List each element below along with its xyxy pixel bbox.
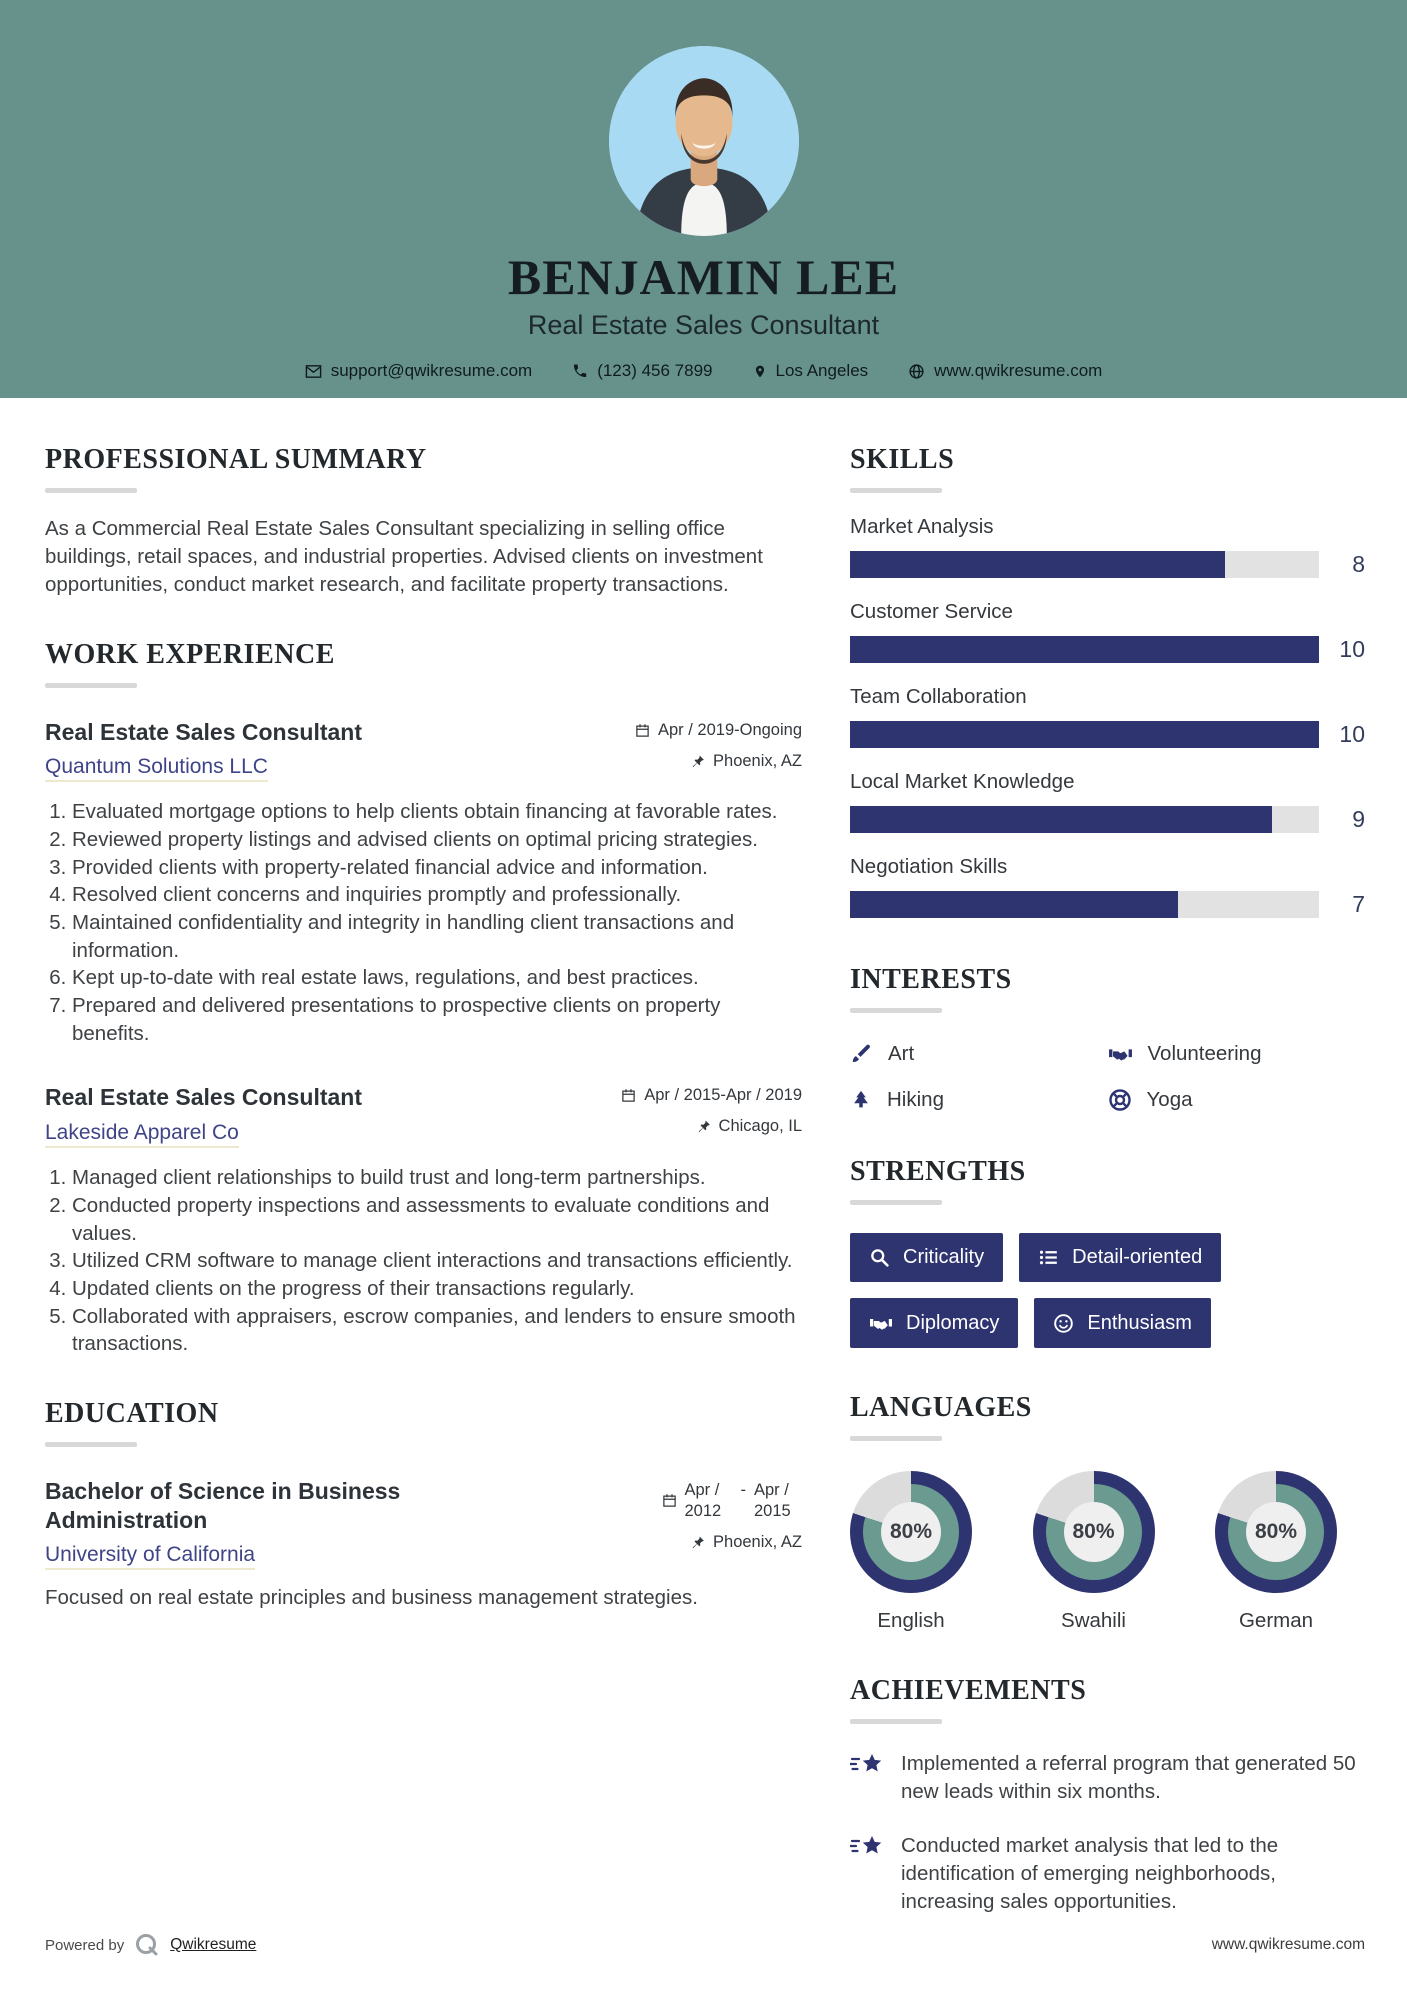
calendar-icon xyxy=(635,723,650,738)
interest-item: Volunteering xyxy=(1108,1041,1366,1066)
smiley-icon xyxy=(1053,1313,1074,1334)
footer xyxy=(45,1932,1365,1958)
interests-heading: INTERESTS xyxy=(850,964,1012,995)
contact-website[interactable] xyxy=(908,361,1102,381)
job-title: Real Estate Sales Consultant xyxy=(45,1084,362,1111)
pushpin-icon xyxy=(691,754,705,769)
list-icon xyxy=(1038,1247,1059,1268)
interest-item: Hiking xyxy=(850,1088,1108,1112)
education-date-end: Apr / 2015 xyxy=(754,1480,791,1520)
achievement-item: Implemented a referral program that generated 50 new leads within six months. xyxy=(850,1750,1365,1806)
heading-rule xyxy=(850,1719,942,1724)
skill-score: 8 xyxy=(1352,551,1365,577)
education-description: Focused on real estate principles and business management strategies. xyxy=(45,1586,698,1610)
job-date: Apr / 2019-Ongoing xyxy=(657,720,802,739)
heading-rule xyxy=(850,1200,942,1205)
section-interests xyxy=(850,964,1365,1112)
section-languages xyxy=(850,1392,1365,1633)
skill-bar-fill xyxy=(850,636,1319,663)
section-skills xyxy=(850,444,1365,918)
job-bullet: 3. Utilized CRM software to manage client interactions and transactions efficiently. xyxy=(72,1247,802,1275)
strength-tag: Detail-oriented xyxy=(1019,1233,1221,1282)
skill-bar-track xyxy=(850,551,1319,578)
summary-text: As a Commercial Real Estate Sales Consultant specializing in selling office buildings, retail spaces, and industrial properties. Advised clients on investment opportunities, conduct market research, and facilitate property transactions. xyxy=(45,517,763,596)
section-work-experience xyxy=(45,639,802,1358)
tree-icon xyxy=(850,1089,872,1112)
job-bullet: 1. Evaluated mortgage options to help clients obtain financing at favorable rates. xyxy=(72,798,802,826)
contact-location-text: Los Angeles xyxy=(775,361,869,380)
contact-email-text: support@qwikresume.com xyxy=(330,361,533,380)
skill-item: Negotiation Skills 7 xyxy=(850,855,1365,917)
education-meta xyxy=(662,1477,803,1552)
qwikresume-link[interactable]: Qwikresume xyxy=(170,1936,257,1953)
language-percent: 80% xyxy=(1246,1502,1306,1562)
heading-rule xyxy=(850,1436,942,1441)
language-name: German xyxy=(1238,1609,1314,1632)
language-item xyxy=(850,1471,972,1633)
skill-bar-track xyxy=(850,721,1319,748)
summary-heading: PROFESSIONAL SUMMARY xyxy=(45,444,427,475)
heading-rule xyxy=(45,683,137,688)
language-item xyxy=(1215,1471,1337,1633)
school-link[interactable]: University of California xyxy=(45,1543,255,1570)
contact-phone-text: (123) 456 7899 xyxy=(597,361,713,380)
heading-rule xyxy=(45,1442,137,1447)
education-heading: EDUCATION xyxy=(45,1397,219,1429)
handshake-icon xyxy=(1108,1041,1133,1066)
section-education xyxy=(45,1398,802,1612)
contact-row xyxy=(0,361,1407,381)
handshake-icon xyxy=(869,1311,893,1335)
education-entry xyxy=(45,1477,802,1612)
language-donut xyxy=(1033,1471,1155,1593)
main-content xyxy=(0,398,1407,1955)
job-title: Real Estate Sales Consultant xyxy=(45,718,362,745)
job-bullet: 7. Prepared and delivered presentations to prospective clients on property benefits. xyxy=(72,992,802,1047)
language-donut xyxy=(850,1471,972,1593)
skill-bar-fill xyxy=(850,806,1272,833)
magnifier-icon xyxy=(869,1247,890,1268)
achievements-heading: ACHIEVEMENTS xyxy=(850,1675,1087,1706)
section-strengths xyxy=(850,1156,1365,1348)
left-column xyxy=(45,444,802,1955)
job-bullet: 1. Managed client relationships to build trust and long-term partnerships. xyxy=(72,1164,802,1192)
skill-score: 9 xyxy=(1352,806,1365,832)
work-heading: WORK EXPERIENCE xyxy=(45,638,335,670)
skill-bar-track xyxy=(850,891,1319,918)
powered-by-label: Powered by xyxy=(45,1936,125,1954)
shooting-star-icon xyxy=(850,1752,884,1782)
calendar-icon xyxy=(662,1493,677,1508)
language-donut xyxy=(1215,1471,1337,1593)
contact-phone[interactable] xyxy=(572,361,712,381)
skill-bar-fill xyxy=(850,551,1225,578)
location-pin-icon xyxy=(753,363,767,380)
header-banner xyxy=(0,0,1407,398)
job-bullet: 4. Resolved client concerns and inquiries promptly and professionally. xyxy=(72,881,802,909)
work-entry xyxy=(45,718,802,1048)
phone-icon xyxy=(572,363,588,379)
strength-tag: Diplomacy xyxy=(850,1298,1018,1348)
job-date: Apr / 2015-Apr / 2019 xyxy=(644,1086,802,1105)
strength-tag: Criticality xyxy=(850,1233,1003,1282)
heading-rule xyxy=(45,488,137,493)
footer-website[interactable]: www.qwikresume.com xyxy=(1211,1936,1365,1953)
section-achievements xyxy=(850,1675,1365,1915)
lifebuoy-icon xyxy=(1108,1088,1132,1112)
calendar-icon xyxy=(621,1088,636,1103)
job-location: Phoenix, AZ xyxy=(713,751,802,770)
strength-tag: Enthusiasm xyxy=(1034,1298,1211,1348)
language-name: English xyxy=(877,1609,945,1632)
education-dates xyxy=(685,1480,803,1521)
job-bullet-list xyxy=(45,1164,802,1358)
skill-item: Customer Service 10 xyxy=(850,600,1365,662)
job-bullet-list xyxy=(45,798,802,1047)
contact-website-text: www.qwikresume.com xyxy=(934,361,1103,380)
job-bullet: 5. Collaborated with appraisers, escrow companies, and lenders to ensure smooth transactions. xyxy=(72,1303,802,1358)
achievement-item: Conducted market analysis that led to the identification of emerging neighborhoods, increasing sales opportunities. xyxy=(850,1832,1365,1916)
skill-item: Local Market Knowledge 9 xyxy=(850,770,1365,832)
education-date-start: Apr / 2012 xyxy=(684,1480,722,1520)
heading-rule xyxy=(850,1008,942,1013)
job-company-link[interactable]: Quantum Solutions LLC xyxy=(45,755,268,782)
language-donut-inner-ring xyxy=(863,1484,959,1580)
education-location: Phoenix, AZ xyxy=(713,1533,802,1552)
work-entry xyxy=(45,1083,802,1357)
skill-bar-fill xyxy=(850,721,1319,748)
right-column xyxy=(850,444,1365,1955)
shooting-star-icon xyxy=(850,1834,884,1864)
languages-heading: LANGUAGES xyxy=(850,1392,1032,1423)
skill-bar-track xyxy=(850,636,1319,663)
avatar xyxy=(609,46,799,236)
globe-icon xyxy=(908,363,925,380)
job-bullet: 4. Updated clients on the progress of their transactions regularly. xyxy=(72,1275,802,1303)
skill-score: 7 xyxy=(1352,891,1365,917)
pushpin-icon xyxy=(691,1535,705,1550)
contact-email[interactable] xyxy=(305,361,533,381)
profile-photo-icon xyxy=(609,46,799,236)
pushpin-icon xyxy=(697,1119,711,1134)
skill-bar-fill xyxy=(850,891,1178,918)
job-location: Chicago, IL xyxy=(718,1117,802,1136)
email-icon xyxy=(305,363,322,380)
paintbrush-icon xyxy=(850,1042,873,1065)
job-meta xyxy=(635,718,802,771)
qwikresume-logo-icon xyxy=(134,1932,160,1958)
skills-heading: SKILLS xyxy=(850,444,955,475)
contact-location xyxy=(753,361,869,381)
candidate-title: Real Estate Sales Consultant xyxy=(527,310,880,340)
skill-item: Team Collaboration 10 xyxy=(850,685,1365,747)
job-meta xyxy=(621,1083,802,1136)
interest-item: Yoga xyxy=(1108,1088,1366,1112)
degree-title: Bachelor of Science in Business Administration xyxy=(45,1477,401,1533)
job-bullet: 2. Reviewed property listings and advised clients on optimal pricing strategies. xyxy=(72,826,802,854)
skill-score: 10 xyxy=(1339,721,1365,747)
education-date-separator: - xyxy=(740,1480,746,1499)
language-donut-inner-ring xyxy=(1046,1484,1142,1580)
job-bullet: 6. Kept up-to-date with real estate laws, regulations, and best practices. xyxy=(72,964,802,992)
job-bullet: 3. Provided clients with property-related financial advice and information. xyxy=(72,854,802,882)
strengths-heading: STRENGTHS xyxy=(850,1156,1026,1187)
section-summary xyxy=(45,444,802,599)
language-name: Swahili xyxy=(1061,1609,1126,1632)
skill-score: 10 xyxy=(1339,636,1365,662)
skill-item: Market Analysis 8 xyxy=(850,515,1365,577)
language-donut-inner-ring xyxy=(1228,1484,1324,1580)
heading-rule xyxy=(850,488,942,493)
candidate-name: BENJAMIN LEE xyxy=(507,249,900,305)
language-percent: 80% xyxy=(1064,1502,1124,1562)
language-item xyxy=(1033,1471,1155,1633)
job-company-link[interactable]: Lakeside Apparel Co xyxy=(45,1121,239,1148)
job-bullet: 2. Conducted property inspections and assessments to evaluate conditions and values. xyxy=(72,1192,802,1247)
language-percent: 80% xyxy=(881,1502,941,1562)
interest-item: Art xyxy=(850,1041,1108,1066)
skill-bar-track xyxy=(850,806,1319,833)
job-bullet: 5. Maintained confidentiality and integrity in handling client transactions and information. xyxy=(72,909,802,964)
